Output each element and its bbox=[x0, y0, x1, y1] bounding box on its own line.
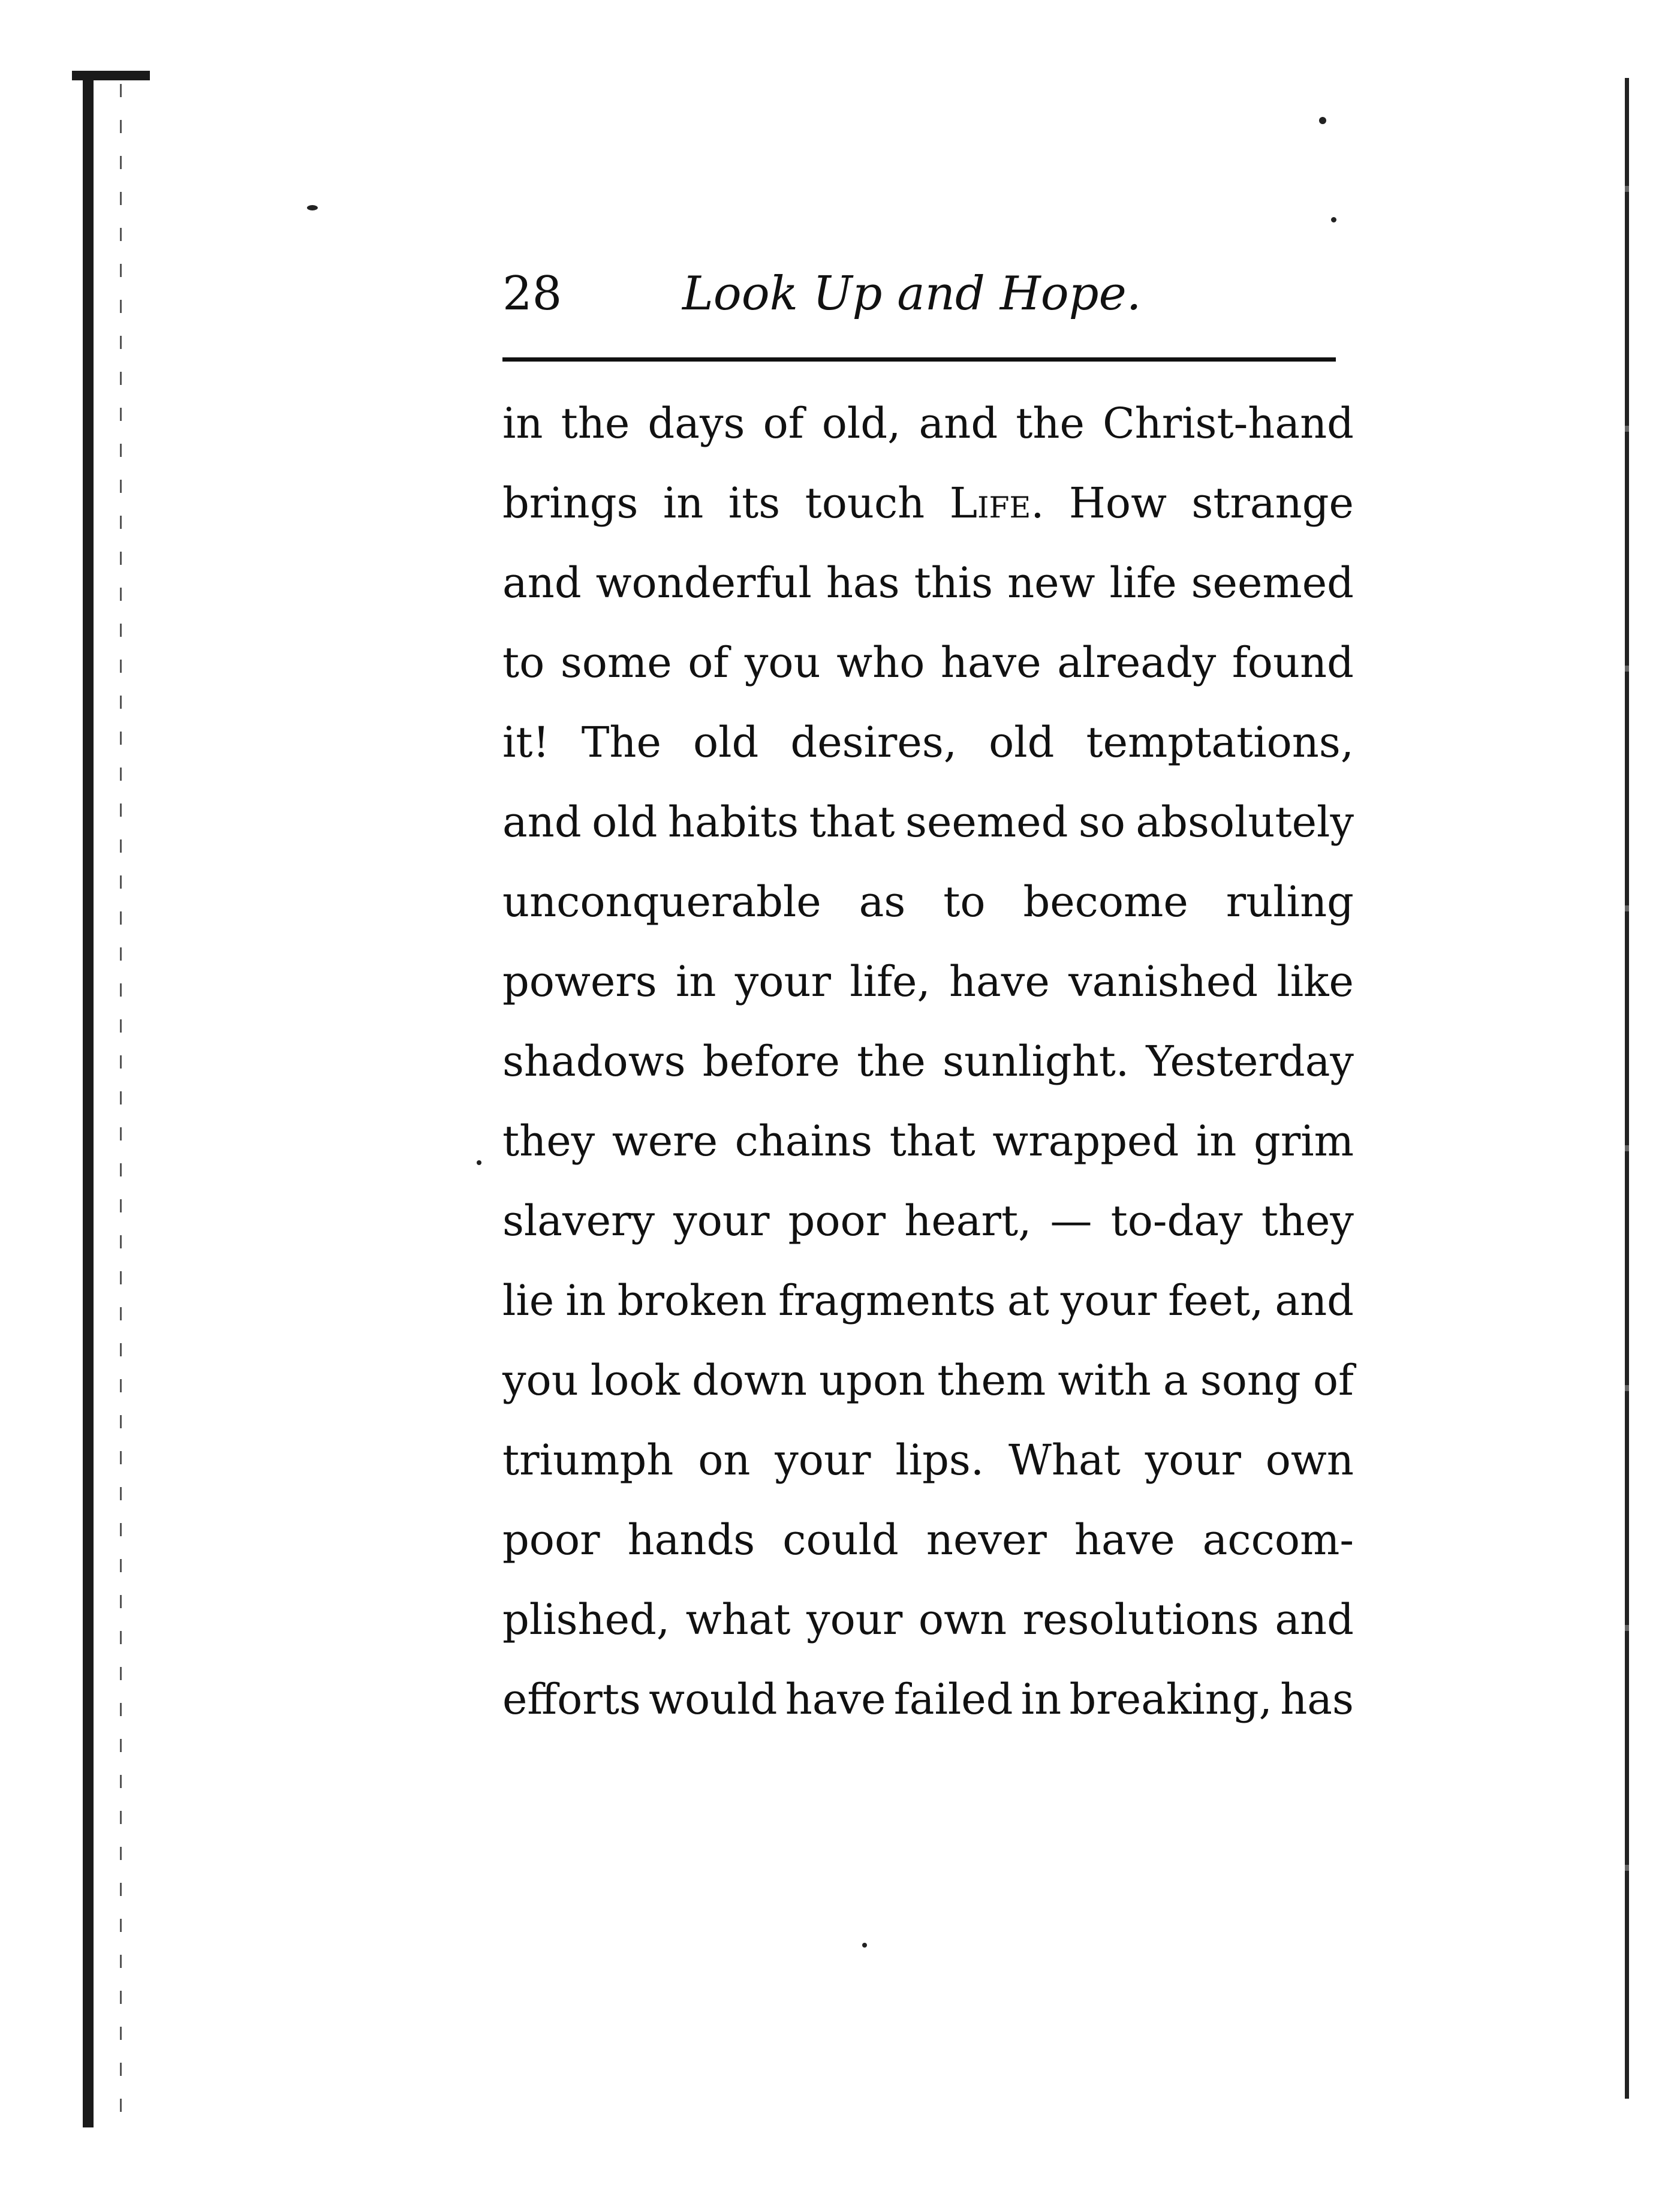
word: have bbox=[949, 957, 1050, 1006]
word: found bbox=[1232, 638, 1354, 687]
word: in bbox=[1020, 1675, 1062, 1724]
text-line bbox=[502, 862, 1354, 942]
word: have bbox=[785, 1675, 886, 1724]
word: its bbox=[728, 478, 781, 528]
word: Life. bbox=[949, 478, 1044, 528]
word: poor bbox=[788, 1196, 886, 1245]
word: old bbox=[592, 797, 658, 847]
word: you bbox=[502, 1356, 579, 1405]
word: powers bbox=[502, 957, 657, 1006]
word: your bbox=[734, 957, 831, 1006]
word: could bbox=[782, 1515, 899, 1564]
word: the bbox=[561, 399, 630, 448]
text-line bbox=[502, 783, 1354, 862]
text-line bbox=[502, 1181, 1354, 1261]
word: fragments bbox=[778, 1276, 996, 1325]
word: seemed bbox=[905, 797, 1068, 847]
word: slavery bbox=[502, 1196, 655, 1245]
word: resolutions bbox=[1022, 1595, 1259, 1644]
word: — bbox=[1050, 1196, 1092, 1245]
word: as bbox=[859, 877, 906, 926]
word: old bbox=[693, 718, 759, 767]
word: hands bbox=[627, 1515, 755, 1564]
word: to bbox=[502, 638, 545, 687]
text-line bbox=[502, 543, 1354, 623]
scan-speck bbox=[862, 1943, 867, 1948]
word: heart, bbox=[904, 1196, 1032, 1245]
word: your bbox=[775, 1435, 871, 1485]
text-line bbox=[502, 942, 1354, 1022]
word: wrapped bbox=[992, 1116, 1179, 1166]
text-line bbox=[502, 464, 1354, 543]
word: the bbox=[1016, 399, 1085, 448]
text-line bbox=[502, 384, 1354, 464]
word: in bbox=[1196, 1116, 1237, 1166]
page-header bbox=[502, 252, 1336, 336]
text-line bbox=[502, 623, 1354, 703]
word: own bbox=[918, 1595, 1007, 1644]
binding-edge-left bbox=[83, 71, 94, 2127]
word: like bbox=[1276, 957, 1354, 1006]
word: accom- bbox=[1202, 1515, 1354, 1564]
word: never bbox=[926, 1515, 1047, 1564]
header-rule bbox=[502, 357, 1336, 362]
word: feet, bbox=[1168, 1276, 1264, 1325]
text-line bbox=[502, 1102, 1354, 1181]
word: have bbox=[940, 638, 1041, 687]
word: have bbox=[1074, 1515, 1175, 1564]
word: life, bbox=[850, 957, 931, 1006]
word: that bbox=[889, 1116, 976, 1166]
word: of bbox=[688, 638, 729, 687]
scan-speck bbox=[1331, 217, 1336, 222]
binding-edge-right bbox=[1625, 78, 1629, 2099]
word: has bbox=[1280, 1675, 1354, 1724]
word: and bbox=[919, 399, 998, 448]
word: The bbox=[581, 718, 661, 767]
word: failed bbox=[893, 1675, 1013, 1724]
text-line bbox=[502, 1500, 1354, 1580]
word: upon bbox=[819, 1356, 926, 1405]
word: lie bbox=[502, 1276, 555, 1325]
word: in bbox=[565, 1276, 606, 1325]
word: to bbox=[943, 877, 986, 926]
word: breaking, bbox=[1069, 1675, 1272, 1724]
word: that bbox=[809, 797, 895, 847]
word: broken bbox=[617, 1276, 767, 1325]
word: shadows bbox=[502, 1037, 686, 1086]
word: Christ-hand bbox=[1103, 399, 1354, 448]
word: already bbox=[1057, 638, 1217, 687]
body-text bbox=[502, 384, 1354, 1739]
word: What bbox=[1008, 1435, 1121, 1485]
word: who bbox=[836, 638, 925, 687]
word: down bbox=[692, 1356, 807, 1405]
word: and bbox=[502, 558, 582, 607]
word: what bbox=[685, 1595, 791, 1644]
word: desires, bbox=[790, 718, 957, 767]
word: a bbox=[1163, 1356, 1188, 1405]
word: poor bbox=[502, 1515, 600, 1564]
word: grim bbox=[1253, 1116, 1354, 1166]
word: ruling bbox=[1226, 877, 1354, 926]
word: of bbox=[763, 399, 804, 448]
word: strange bbox=[1191, 478, 1354, 528]
word: plished, bbox=[502, 1595, 670, 1644]
text-line bbox=[502, 1660, 1354, 1739]
word: the bbox=[857, 1037, 926, 1086]
scan-speck bbox=[1319, 117, 1326, 124]
word: your bbox=[673, 1196, 770, 1245]
binding-edge-dotted bbox=[120, 84, 122, 2123]
word: your bbox=[806, 1595, 903, 1644]
word: before bbox=[702, 1037, 840, 1086]
word: your bbox=[1145, 1435, 1241, 1485]
word: so bbox=[1078, 797, 1125, 847]
running-title: Look Up and Hope. bbox=[682, 267, 1142, 321]
word: some bbox=[560, 638, 672, 687]
word: sunlight. bbox=[943, 1037, 1130, 1086]
word: would bbox=[649, 1675, 778, 1724]
word: were bbox=[612, 1116, 718, 1166]
text-line bbox=[502, 1022, 1354, 1102]
text-line bbox=[502, 1341, 1354, 1421]
word: life bbox=[1109, 558, 1177, 607]
page-number: 28 bbox=[502, 267, 562, 321]
word: they bbox=[502, 1116, 595, 1166]
word: own bbox=[1265, 1435, 1354, 1485]
word: and bbox=[502, 797, 582, 847]
word: in bbox=[502, 399, 543, 448]
word: How bbox=[1068, 478, 1167, 528]
word: with bbox=[1058, 1356, 1151, 1405]
word: your bbox=[1060, 1276, 1157, 1325]
word: temptations, bbox=[1086, 718, 1354, 767]
word: of bbox=[1312, 1356, 1354, 1405]
word: triumph bbox=[502, 1435, 674, 1485]
text-line bbox=[502, 1421, 1354, 1500]
word: vanished bbox=[1068, 957, 1258, 1006]
word: chains bbox=[734, 1116, 873, 1166]
word: has bbox=[826, 558, 900, 607]
word: seemed bbox=[1191, 558, 1354, 607]
word: lips. bbox=[895, 1435, 984, 1485]
word: brings bbox=[502, 478, 639, 528]
word: they bbox=[1261, 1196, 1354, 1245]
word: to-day bbox=[1110, 1196, 1243, 1245]
word: efforts bbox=[502, 1675, 641, 1724]
scan-speck bbox=[477, 1160, 481, 1165]
word: and bbox=[1275, 1595, 1354, 1644]
word: touch bbox=[805, 478, 925, 528]
word: in bbox=[675, 957, 716, 1006]
word: unconquerable bbox=[502, 877, 821, 926]
word: at bbox=[1007, 1276, 1049, 1325]
word: habits bbox=[667, 797, 799, 847]
word: and bbox=[1275, 1276, 1354, 1325]
word: new bbox=[1007, 558, 1095, 607]
word: become bbox=[1023, 877, 1188, 926]
word: on bbox=[698, 1435, 751, 1485]
scan-speck bbox=[307, 205, 318, 210]
text-line bbox=[502, 1580, 1354, 1660]
word: them bbox=[937, 1356, 1046, 1405]
word: song bbox=[1200, 1356, 1301, 1405]
word: old, bbox=[821, 399, 901, 448]
word: wonderful bbox=[595, 558, 812, 607]
word: absolutely bbox=[1136, 797, 1354, 847]
text-line bbox=[502, 703, 1354, 783]
word: it! bbox=[502, 718, 550, 767]
word: days bbox=[648, 399, 745, 448]
word: in bbox=[663, 478, 704, 528]
word: old bbox=[989, 718, 1055, 767]
word: this bbox=[914, 558, 993, 607]
word: you bbox=[744, 638, 821, 687]
text-line bbox=[502, 1261, 1354, 1341]
word: Yesterday bbox=[1146, 1037, 1354, 1086]
word: look bbox=[590, 1356, 680, 1405]
